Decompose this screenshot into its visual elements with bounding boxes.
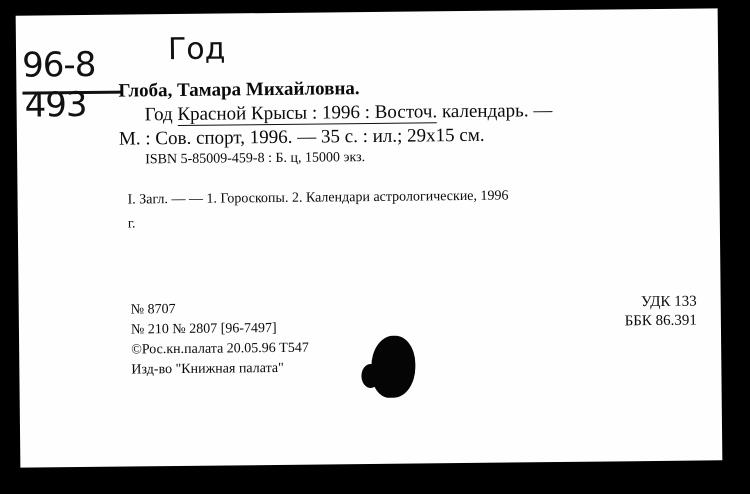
title-underlined: Красной Крысы : 1996 : Восточ. [177, 101, 438, 125]
subjects-line: I. Загл. — — 1. Гороскопы. 2. Календари астрологические, 1996 [127, 188, 509, 208]
handwritten-call-number-bottom: 493 [24, 84, 87, 126]
author-heading: Глоба, Тамара Михайловна. [118, 78, 360, 102]
imprint-line: М. : Сов. спорт, 1996. — 35 с. : ил.; 29x15 см. [118, 124, 485, 150]
title-prefix: Год [144, 104, 173, 126]
subjects-continuation: г. [127, 216, 136, 232]
handwritten-note: Год [167, 31, 226, 68]
record-number-2: № 210 № 2807 [96-7497] [130, 320, 277, 338]
bbk-code: ББК 86.391 [624, 312, 697, 330]
udk-code: УДК 133 [641, 293, 697, 311]
isbn-line: ISBN 5-85009-459-8 : Б. ц, 15000 экз. [145, 150, 366, 168]
ink-blot-small [361, 364, 379, 388]
handwritten-call-number-top: 96-8 [21, 44, 96, 86]
publisher-line: Изд-во "Книжная палата" [131, 360, 284, 378]
ink-blot [371, 336, 416, 398]
title-suffix: календарь. — [437, 100, 553, 123]
chamber-stamp: ©Рос.кн.палата 20.05.96 Т547 [131, 340, 309, 358]
record-number-1: № 8707 [130, 302, 176, 318]
catalog-card [16, 8, 723, 467]
title-line [145, 100, 553, 126]
